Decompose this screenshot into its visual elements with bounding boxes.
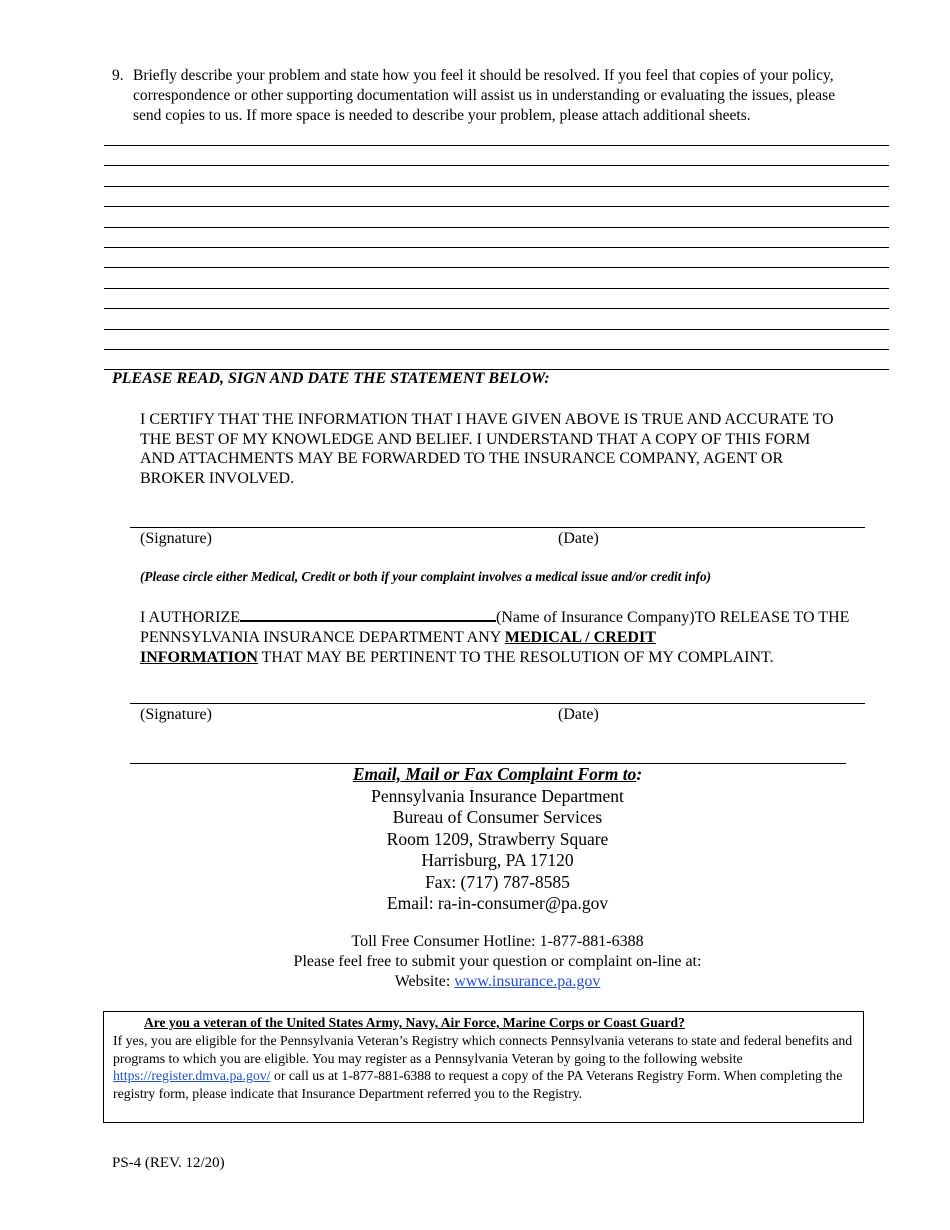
- website-line: Website: www.insurance.pa.gov: [394, 973, 601, 990]
- information-label: INFORMATION: [140, 649, 258, 666]
- org-name: Pennsylvania Insurance Department: [371, 785, 624, 806]
- writing-line[interactable]: [104, 288, 889, 289]
- certify-statement: I CERTIFY THAT THE INFORMATION THAT I HAVE GIVEN ABOVE IS TRUE AND ACCURATE TO THE BEST OF MY KNOWLEDGE AND BELIEF. I UNDERSTAND THAT A COPY OF THIS FORM AND ATTACHMENTS MAY BE FORWARDED TO THE INSURANCE COMPANY, AGENT OR BROKER INVOLVED.: [140, 411, 834, 487]
- form-id: PS-4 (REV. 12/20): [112, 1155, 225, 1171]
- authorize-prefix: I AUTHORIZE: [140, 609, 240, 626]
- insurance-company-field[interactable]: [240, 605, 496, 622]
- email-address: Email: ra-in-consumer@pa.gov: [386, 893, 609, 913]
- date-label: (Date): [558, 530, 599, 547]
- authorization-date-label: (Date): [558, 706, 599, 723]
- online-note: Please feel free to submit your question or complaint on-line at:: [293, 953, 702, 970]
- writing-line[interactable]: [104, 165, 889, 166]
- medical-credit-label[interactable]: MEDICAL / CREDIT: [504, 629, 656, 646]
- writing-line[interactable]: [104, 247, 889, 248]
- authorize-suffix: THAT MAY BE PERTINENT TO THE RESOLUTION OF MY COMPLAINT.: [257, 649, 774, 666]
- circle-instruction: (Please circle either Medical, Credit or both if your complaint involves a medical issue and/or credit info): [140, 569, 712, 584]
- authorize-middle: (Name of Insurance Company)TO RELEASE TO THE PENNSYLVANIA INSURANCE DEPARTMENT ANY: [140, 609, 850, 646]
- signature-line[interactable]: [130, 527, 865, 528]
- authorization-signature-line[interactable]: [130, 703, 865, 704]
- authorization-signature-label: (Signature): [140, 706, 212, 723]
- hotline: Toll Free Consumer Hotline: 1-877-881-6388: [351, 933, 644, 950]
- registry-link[interactable]: https://register.dmva.pa.gov/: [113, 1068, 271, 1084]
- bureau-name: Bureau of Consumer Services: [392, 807, 603, 827]
- veteran-info-box: [103, 1011, 864, 1123]
- signature-label: (Signature): [140, 530, 212, 547]
- writing-line[interactable]: [104, 145, 889, 146]
- authorization-text: [140, 605, 860, 668]
- send-heading: Email, Mail or Fax Complaint Form to:: [352, 764, 643, 784]
- fax-number: Fax: (717) 787-8585: [425, 871, 570, 892]
- writing-line[interactable]: [104, 329, 889, 330]
- writing-line[interactable]: [104, 308, 889, 309]
- statement-heading: PLEASE READ, SIGN AND DATE THE STATEMENT BELOW:: [112, 370, 550, 387]
- writing-line[interactable]: [104, 227, 889, 228]
- writing-line[interactable]: [104, 206, 889, 207]
- contact-block: [240, 932, 755, 992]
- mailing-address-block: [240, 764, 755, 915]
- room-address: Room 1209, Strawberry Square: [386, 828, 609, 849]
- writing-line[interactable]: [104, 349, 889, 350]
- city-address: Harrisburg, PA 17120: [421, 850, 574, 870]
- question-number: 9.: [112, 67, 124, 84]
- veteran-body: If yes, you are eligible for the Pennsylvania Veteran’s Registry which connects Pennsylvania veterans to state and federal benefits and programs to which you are eligible. You may register as a Pennsylvania Veteran by going to the following website https://register.dmva.pa.gov/ or call us at 1-877-881-6388 to request a copy of the PA Veterans Registry Form. When completing the registry form, please indicate that Insurance Department referred you to the Registry.: [113, 1033, 853, 1101]
- question-text: Briefly describe your problem and state how you feel it should be resolved. If you feel that copies of your policy, correspondence or other supporting documentation will assist us in understanding or evaluating the issues, please send copies to us. If more space is needed to describe your problem, please attach additional sheets.: [133, 67, 836, 124]
- website-link[interactable]: www.insurance.pa.gov: [454, 973, 601, 990]
- writing-line[interactable]: [104, 267, 889, 268]
- writing-line[interactable]: [104, 186, 889, 187]
- veteran-heading: Are you a veteran of the United States Army, Navy, Air Force, Marine Corps or Coast Guard?: [144, 1015, 685, 1030]
